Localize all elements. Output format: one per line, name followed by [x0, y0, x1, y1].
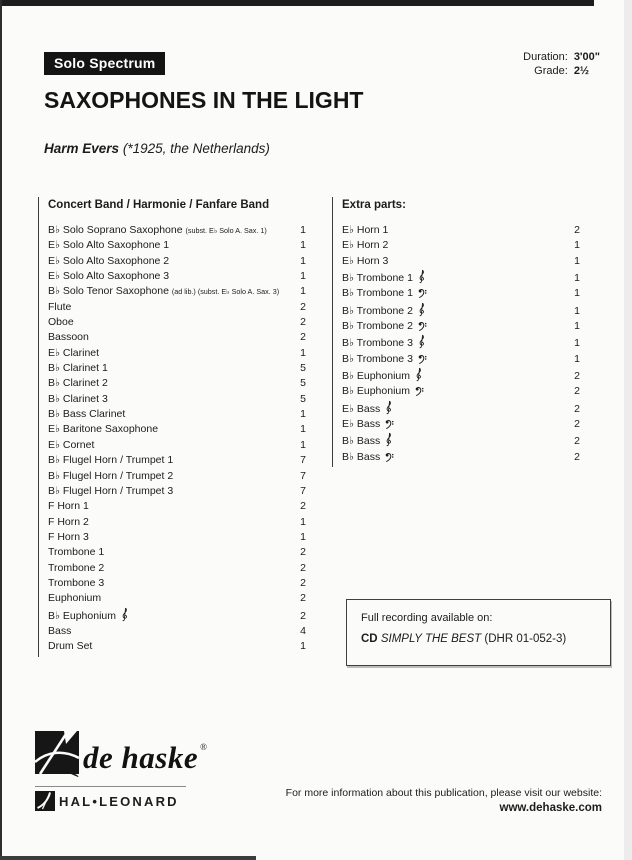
- instrument-name: E♭ Bass: [342, 402, 381, 415]
- scan-edge-right: [624, 0, 632, 860]
- treble-clef-icon: [385, 432, 393, 449]
- instrument-name: Oboe: [48, 316, 74, 329]
- treble-clef-icon: [418, 269, 426, 286]
- instrument-count: 2: [300, 331, 306, 344]
- instrument-name: Trombone 2: [48, 561, 105, 574]
- instrument-name: F Horn 1: [48, 500, 89, 513]
- treble-clef-icon: [418, 334, 426, 351]
- treble-clef-icon: [385, 400, 393, 417]
- instrument-row: [342, 367, 580, 384]
- extra-parts-header: Extra parts:: [342, 199, 406, 211]
- instrument-count: 2: [300, 300, 306, 313]
- instrument-count: 5: [300, 392, 306, 405]
- instrument-count: 1: [300, 224, 306, 236]
- hal-leonard-logo-text: HAL•LEONARD: [59, 794, 179, 809]
- extra-parts-column: [332, 197, 580, 467]
- bass-clef-icon: [418, 286, 427, 301]
- instrument-count: 2: [574, 402, 580, 415]
- instrument-row: [48, 499, 306, 514]
- duration-value: 3'00": [573, 51, 600, 63]
- instrument-count: 7: [300, 454, 306, 467]
- instrument-row: [48, 561, 306, 576]
- instrument-name: B♭ Flugel Horn / Trumpet 2: [48, 469, 174, 482]
- instrument-name: B♭ Trombone 2: [342, 320, 413, 333]
- instrument-row: [48, 484, 306, 499]
- instrument-name: Euphonium: [48, 592, 102, 605]
- instrument-name: B♭ Euphonium: [48, 609, 116, 622]
- instrument-name: E♭ Cornet: [48, 438, 95, 451]
- recording-box: [346, 599, 611, 666]
- instrument-count: 1: [574, 239, 580, 252]
- instrument-row: [342, 400, 580, 417]
- treble-clef-icon: [415, 367, 423, 384]
- instrument-row: [48, 238, 306, 253]
- instrument-name: B♭ Trombone 3: [342, 352, 413, 365]
- grade-value: 2½: [573, 65, 590, 77]
- instrument-name: E♭ Baritone Saxophone: [48, 423, 159, 436]
- instrument-row: [48, 361, 306, 376]
- duration-label: Duration:: [523, 51, 568, 63]
- instrument-count: 1: [574, 320, 580, 333]
- page-title: SAXOPHONES IN THE LIGHT: [44, 87, 364, 113]
- instrument-name: E♭ Horn 2: [342, 239, 389, 252]
- instrument-name: B♭ Euphonium: [342, 370, 410, 383]
- bass-clef-icon: [418, 319, 427, 334]
- instrument-row: [48, 530, 306, 545]
- registered-trademark: ®: [200, 742, 208, 752]
- treble-clef-icon: [418, 302, 426, 319]
- instrument-name: Flute: [48, 300, 72, 313]
- instrument-count: 1: [574, 304, 580, 317]
- instrument-name: B♭ Trombone 1: [342, 287, 413, 300]
- instrument-row: [48, 469, 306, 484]
- website-info-text: For more information about this publication, please visit our website:: [285, 787, 602, 799]
- instrument-row: [48, 254, 306, 269]
- instrument-row: [342, 223, 580, 238]
- scan-edge-left: [0, 0, 2, 860]
- instrument-count: 2: [300, 609, 306, 622]
- instrument-name: B♭ Clarinet 3: [48, 392, 108, 405]
- instrument-count: 2: [574, 418, 580, 431]
- instrument-row: [48, 223, 306, 238]
- instrument-name: B♭ Flugel Horn / Trumpet 3: [48, 484, 174, 497]
- instrument-count: 1: [300, 515, 306, 528]
- instrument-row: [48, 315, 306, 330]
- instrument-count: 1: [300, 270, 306, 283]
- duration-grade-block: [523, 51, 600, 77]
- scan-edge-bottom: [0, 856, 256, 860]
- instrument-name: B♭ Bass Clarinet: [48, 408, 126, 421]
- instrument-count: 1: [574, 287, 580, 300]
- instrument-count: 1: [300, 239, 306, 252]
- website-info-block: [286, 787, 602, 814]
- instrument-name: F Horn 2: [48, 515, 89, 528]
- instrument-row: [48, 407, 306, 422]
- instrument-row: [48, 269, 306, 284]
- instrument-name: Drum Set: [48, 640, 93, 653]
- concert-band-column: [38, 197, 306, 657]
- instrument-row: [342, 384, 580, 399]
- instrument-row: [342, 286, 580, 301]
- de-haske-logo: [83, 740, 207, 776]
- instrument-row: [48, 591, 306, 606]
- instrument-name: B♭ Flugel Horn / Trumpet 1: [48, 454, 174, 467]
- instrument-count: 7: [300, 484, 306, 497]
- instrument-row: [48, 545, 306, 560]
- instrument-count: 1: [300, 408, 306, 421]
- composer-name: Harm Evers: [44, 141, 120, 156]
- grade-label: Grade:: [534, 65, 568, 77]
- instrument-count: 2: [300, 561, 306, 574]
- instrument-row: [48, 300, 306, 315]
- instrument-name: B♭ Solo Tenor Saxophone: [48, 285, 169, 298]
- instrument-count: 1: [300, 640, 306, 653]
- scan-edge-top: [0, 0, 594, 6]
- instrument-count: 2: [574, 450, 580, 463]
- bass-clef-icon: [385, 417, 394, 432]
- instrument-row: [48, 453, 306, 468]
- instrument-row: [48, 346, 306, 361]
- instrument-row: [342, 432, 580, 449]
- bass-clef-icon: [415, 384, 424, 399]
- instrument-name: E♭ Horn 3: [342, 254, 389, 267]
- instrument-count: 2: [300, 576, 306, 589]
- instrument-name: E♭ Bass: [342, 418, 381, 431]
- instrument-row: [342, 417, 580, 432]
- instrument-row: [342, 254, 580, 269]
- concert-band-header: Concert Band / Harmonie / Fanfare Band: [48, 199, 270, 211]
- instrument-count: 7: [300, 469, 306, 482]
- instrument-name: B♭ Bass: [342, 450, 381, 463]
- concert-band-instrument-list: [48, 223, 306, 655]
- instrument-count: 1: [574, 337, 580, 350]
- instrument-count: 2: [300, 546, 306, 559]
- instrument-row: [342, 334, 580, 351]
- hal-leonard-logo-icon: [35, 791, 55, 816]
- instrument-name: B♭ Solo Soprano Saxophone: [48, 224, 183, 236]
- recording-availability-text: Full recording available on:: [361, 612, 493, 624]
- cd-catalog-number: (DHR 01-052-3): [484, 633, 567, 645]
- instrument-count: 4: [300, 624, 306, 637]
- instrument-row: [48, 284, 306, 299]
- instrument-name: B♭ Trombone 2: [342, 304, 413, 317]
- instrument-row: [342, 302, 580, 319]
- instrument-count: 2: [300, 500, 306, 513]
- instrument-name: Bass: [48, 624, 72, 637]
- instrument-note: (subst. E♭ Solo A. Sax. 1): [185, 226, 267, 235]
- instrument-count: 2: [574, 385, 580, 398]
- instrument-name: F Horn 3: [48, 530, 89, 543]
- bass-clef-icon: [385, 450, 394, 465]
- treble-clef-icon: [121, 607, 129, 624]
- instrument-row: [48, 330, 306, 345]
- instrument-count: 1: [300, 346, 306, 359]
- instrument-name: B♭ Clarinet 1: [48, 362, 108, 375]
- instrument-row: [342, 450, 580, 465]
- instrument-row: [48, 607, 306, 624]
- instrument-name: B♭ Clarinet 2: [48, 377, 108, 390]
- instrument-row: [48, 515, 306, 530]
- instrument-name: E♭ Solo Alto Saxophone 3: [48, 270, 170, 283]
- instrument-row: [342, 269, 580, 286]
- instrument-count: 2: [300, 592, 306, 605]
- instrument-row: [48, 438, 306, 453]
- instrument-count: 2: [574, 224, 580, 236]
- instrument-count: 1: [574, 352, 580, 365]
- instrument-count: 1: [300, 530, 306, 543]
- instrument-row: [48, 576, 306, 591]
- instrument-row: [48, 392, 306, 407]
- instrument-count: 1: [300, 285, 306, 298]
- series-badge: Solo Spectrum: [44, 52, 165, 75]
- extra-parts-instrument-list: [342, 223, 580, 465]
- instrument-note: (ad lib.) (subst. E♭ Solo A. Sax. 3): [171, 287, 280, 297]
- instrument-row: [48, 422, 306, 437]
- de-haske-logo-text: de haske: [83, 740, 199, 775]
- instrument-name: Trombone 3: [48, 576, 105, 589]
- bass-clef-icon: [418, 352, 427, 367]
- instrument-count: 2: [574, 435, 580, 448]
- composer-details: (*1925, the Netherlands): [122, 141, 270, 156]
- de-haske-logo-icon: [35, 731, 79, 782]
- instrument-name: E♭ Solo Alto Saxophone 2: [48, 254, 170, 267]
- composer-line: [44, 141, 270, 156]
- instrument-row: [48, 624, 306, 639]
- instrument-name: E♭ Clarinet: [48, 346, 100, 359]
- instrument-count: 2: [300, 316, 306, 329]
- instrument-count: 1: [300, 438, 306, 451]
- instrument-name: E♭ Horn 1: [342, 224, 389, 236]
- cd-title: SIMPLY THE BEST: [380, 633, 482, 645]
- logo-divider: [35, 786, 186, 787]
- instrument-count: 5: [300, 377, 306, 390]
- cd-label: CD: [361, 633, 378, 645]
- instrument-name: B♭ Trombone 1: [342, 272, 413, 285]
- instrument-count: 1: [300, 423, 306, 436]
- instrument-count: 5: [300, 362, 306, 375]
- instrument-count: 1: [300, 254, 306, 267]
- instrument-name: B♭ Trombone 3: [342, 337, 413, 350]
- instrument-name: E♭ Solo Alto Saxophone 1: [48, 239, 170, 252]
- instrument-name: B♭ Euphonium: [342, 385, 410, 398]
- instrument-row: [48, 376, 306, 391]
- instrument-row: [342, 238, 580, 253]
- instrument-name: B♭ Bass: [342, 435, 381, 448]
- instrument-row: [342, 352, 580, 367]
- instrument-count: 1: [574, 254, 580, 267]
- website-url: www.dehaske.com: [499, 802, 602, 814]
- instrument-count: 2: [574, 370, 580, 383]
- instrument-row: [48, 639, 306, 654]
- instrument-name: Bassoon: [48, 331, 89, 344]
- instrument-row: [342, 319, 580, 334]
- instrument-name: Trombone 1: [48, 546, 105, 559]
- instrument-count: 1: [574, 272, 580, 285]
